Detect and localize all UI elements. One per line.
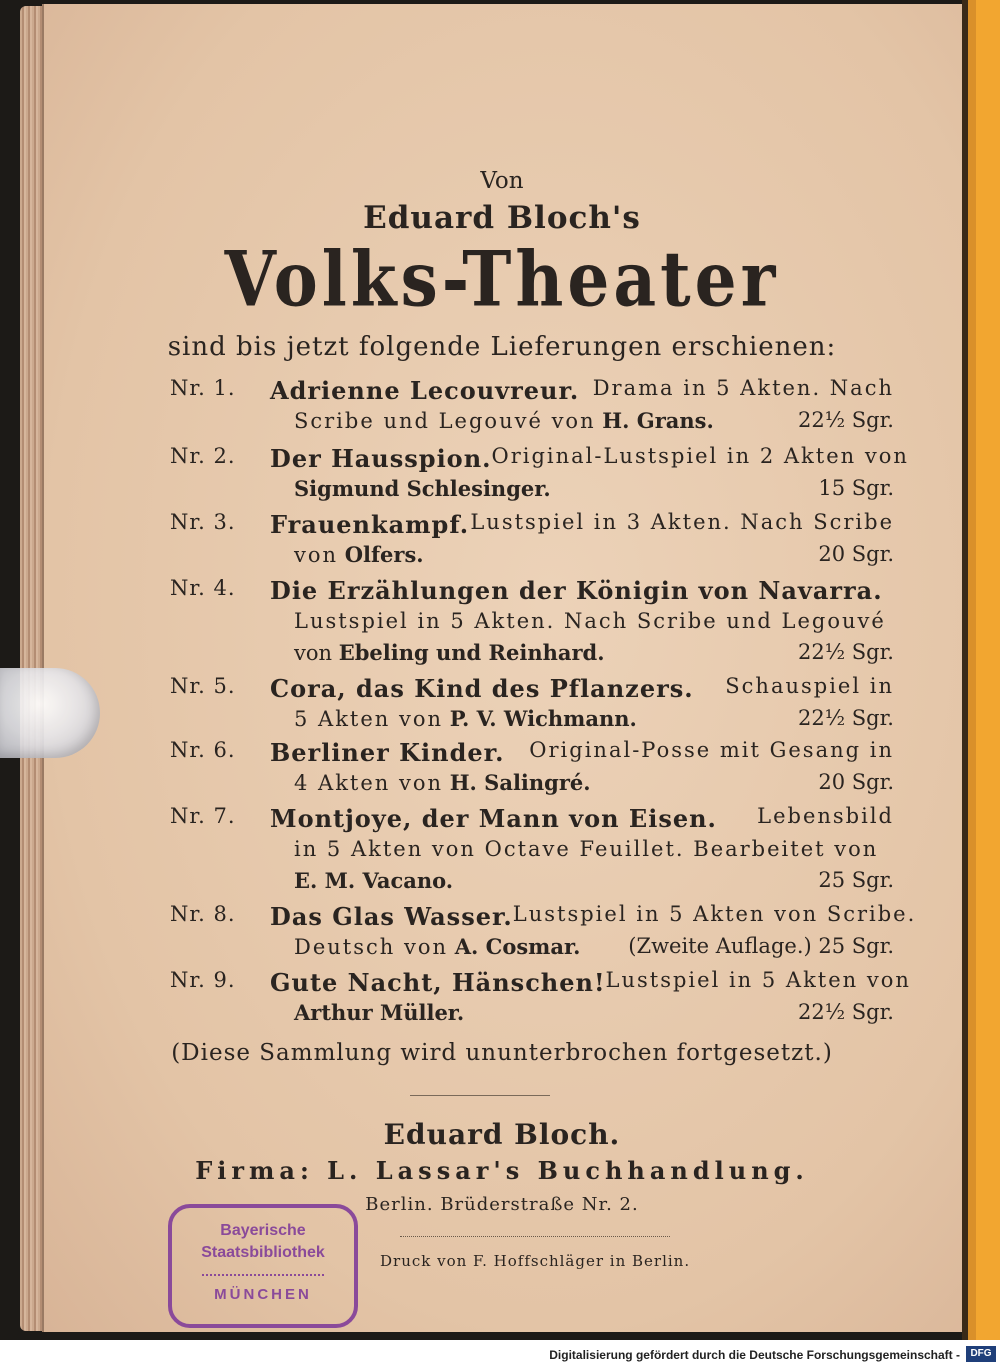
entry-author: P. V. Wichmann. xyxy=(449,706,637,731)
entry-line-1 xyxy=(270,968,911,997)
header-subtitle: sind bis jetzt folgende Lieferungen erschienen: xyxy=(167,332,837,362)
entry-title: Montjoye, der Mann von Eisen. xyxy=(270,804,717,833)
entry-number: Nr. 2. xyxy=(170,444,236,468)
entry-price: 20 Sgr. xyxy=(818,542,894,566)
entry-line-1 xyxy=(270,804,894,833)
entry-title: Cora, das Kind des Pflanzers. xyxy=(270,674,694,703)
entry-author: H. Grans. xyxy=(602,408,714,433)
footer-bar xyxy=(0,1340,1000,1369)
entry-line-1 xyxy=(270,444,909,473)
entry-author: Arthur Müller. xyxy=(294,1000,465,1025)
entry-description: Drama in 5 Akten. Nach xyxy=(592,376,894,400)
page-title: Volks-Theater xyxy=(224,234,780,324)
entry-number: Nr. 5. xyxy=(170,674,236,698)
entry-line-1 xyxy=(270,902,917,931)
entry-line-2-text: Scribe und Legouvé von xyxy=(294,409,596,433)
header-eduard-bloch: Eduard Bloch's xyxy=(363,200,641,236)
entry-description: Lustspiel in 3 Akten. Nach Scribe xyxy=(470,510,894,534)
entry-description: Schauspiel in xyxy=(725,674,894,698)
entry-line-2 xyxy=(294,934,894,959)
entry-description: Original-Posse mit Gesang in xyxy=(529,738,894,762)
entry-line-2 xyxy=(294,608,894,633)
entry-line-2 xyxy=(294,836,894,861)
entry-title: Gute Nacht, Hänschen! xyxy=(270,968,606,997)
publisher-firm: Firma: L. Lassar's Buchhandlung. xyxy=(195,1156,809,1185)
entry-price: 15 Sgr. xyxy=(818,476,894,500)
entry-description: Lustspiel in 5 Akten von Scribe. xyxy=(512,902,917,926)
entry-line-2 xyxy=(294,1000,894,1025)
stamp-line-2: Staatsbibliothek xyxy=(201,1244,325,1261)
library-stamp xyxy=(168,1204,358,1328)
entry-price: 20 Sgr. xyxy=(818,770,894,794)
entry-description: Lebensbild xyxy=(757,804,894,828)
entry-number: Nr. 9. xyxy=(170,968,236,992)
stamp-line-3: MÜNCHEN xyxy=(214,1286,312,1303)
entry-price: 22½ Sgr. xyxy=(798,408,894,432)
entry-line-1 xyxy=(270,738,894,767)
entry-line-2-text: in 5 Akten von Octave Feuillet. Bearbeitet von xyxy=(294,837,879,861)
entry-description: Lustspiel in 5 Akten von xyxy=(605,968,911,992)
publisher-address: Berlin. Brüderstraße Nr. 2. xyxy=(365,1194,639,1215)
entry-number: Nr. 4. xyxy=(170,576,236,600)
book-cover-edge xyxy=(962,0,1000,1340)
entry-author: Sigmund Schlesinger. xyxy=(294,476,551,501)
entry-price: 22½ Sgr. xyxy=(798,706,894,730)
entry-author: A. Cosmar. xyxy=(454,934,581,959)
entry-number: Nr. 3. xyxy=(170,510,236,534)
entry-title: Der Hausspion. xyxy=(270,444,492,473)
printer-note: Druck von F. Hoffschläger in Berlin. xyxy=(380,1252,691,1270)
entry-line-1 xyxy=(270,576,894,605)
entry-line-2-text: Lustspiel in 5 Akten. Nach Scribe und Legouvé xyxy=(294,609,886,633)
footer-credit: Digitalisierung gefördert durch die Deutsche Forschungsgemeinschaft - xyxy=(549,1348,960,1362)
entry-line-2-text: von xyxy=(294,543,339,567)
entry-line-2-text: Deutsch von xyxy=(294,935,448,959)
divider-rule xyxy=(410,1095,550,1096)
entry-price-line-3: 22½ Sgr. xyxy=(798,640,894,664)
entry-line-1 xyxy=(270,674,894,703)
entry-line-2-text: 4 Akten von xyxy=(294,771,444,795)
entry-author: H. Salingré. xyxy=(449,770,591,795)
publisher-name: Eduard Bloch. xyxy=(383,1118,621,1151)
entry-author-line-3: E. M. Vacano. xyxy=(294,868,454,893)
dfg-logo: DFG xyxy=(966,1346,996,1362)
entry-line-3-text: von xyxy=(294,641,333,665)
entry-price: (Zweite Auflage.) 25 Sgr. xyxy=(628,934,894,958)
stamp-line-1: Bayerische xyxy=(220,1222,306,1239)
entry-number: Nr. 6. xyxy=(170,738,236,762)
entry-title: Frauenkampf. xyxy=(270,510,470,539)
dotted-rule xyxy=(400,1236,670,1237)
entry-description: Original-Lustspiel in 2 Akten von xyxy=(491,444,909,468)
entry-number: Nr. 8. xyxy=(170,902,236,926)
entry-number: Nr. 1. xyxy=(170,376,236,400)
entry-line-1 xyxy=(270,376,894,405)
entry-line-1 xyxy=(270,510,894,539)
page-clip xyxy=(0,668,100,758)
entry-number: Nr. 7. xyxy=(170,804,236,828)
entry-author-line-3: Ebeling und Reinhard. xyxy=(338,640,605,665)
entry-title: Die Erzählungen der Königin von Navarra. xyxy=(270,576,883,605)
entry-title: Das Glas Wasser. xyxy=(270,902,513,931)
entry-line-3 xyxy=(294,868,894,893)
continuation-note: (Diese Sammlung wird ununterbrochen fortgesetzt.) xyxy=(171,1040,833,1066)
entry-line-2 xyxy=(294,542,894,567)
entry-line-2 xyxy=(294,476,894,501)
header-von: Von xyxy=(480,168,524,194)
entry-line-2 xyxy=(294,408,894,433)
entry-title: Adrienne Lecouvreur. xyxy=(270,376,580,405)
entry-line-2-text: 5 Akten von xyxy=(294,707,444,731)
entry-title: Berliner Kinder. xyxy=(270,738,505,767)
stamp-divider xyxy=(202,1274,324,1276)
entry-line-3 xyxy=(294,640,894,665)
entry-line-2 xyxy=(294,706,894,731)
entry-author: Olfers. xyxy=(344,542,424,567)
entry-price: 22½ Sgr. xyxy=(798,1000,894,1024)
entry-line-2 xyxy=(294,770,894,795)
entry-price-line-3: 25 Sgr. xyxy=(818,868,894,892)
